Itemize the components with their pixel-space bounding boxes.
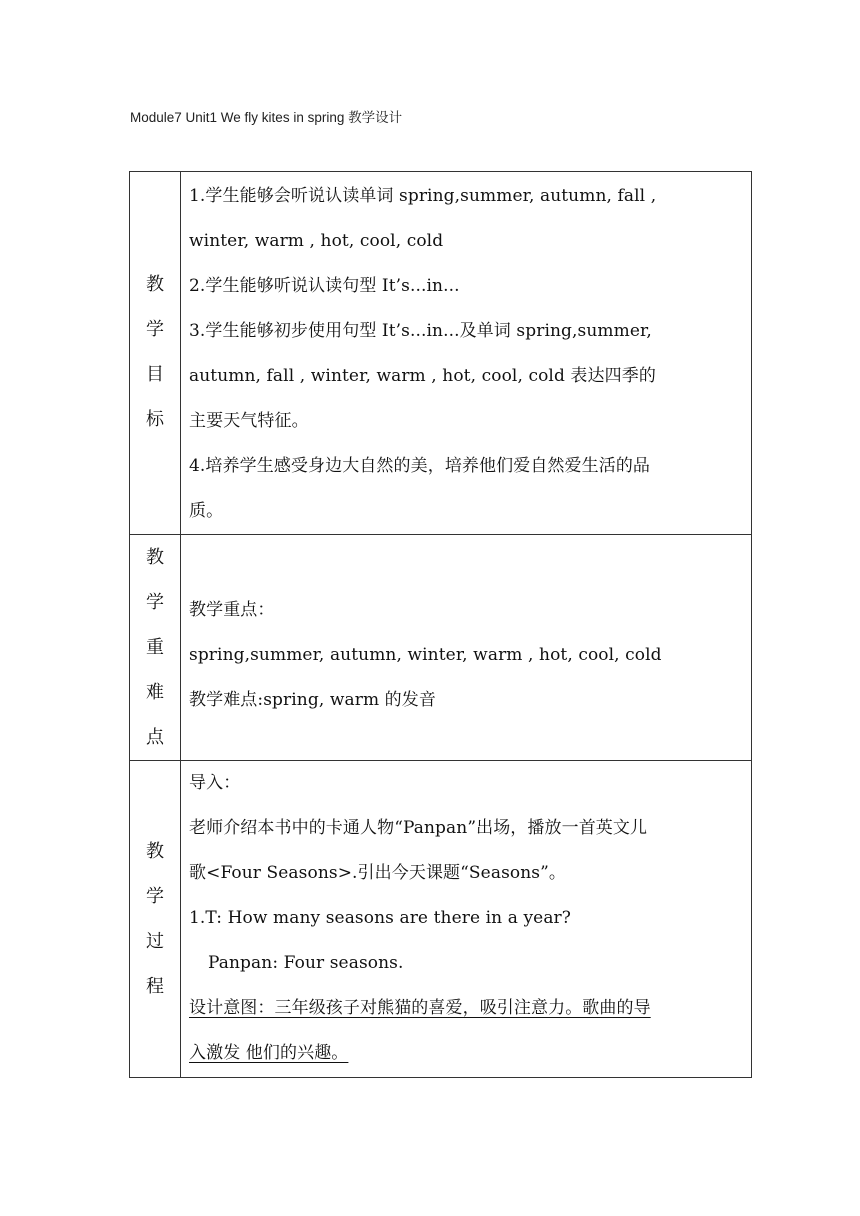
label-char: 教	[146, 841, 164, 862]
label-char: 教	[146, 274, 164, 295]
process-label	[130, 761, 180, 1077]
objectives-label	[130, 172, 180, 532]
key-points-row	[130, 535, 752, 761]
label-char: 学	[146, 319, 164, 340]
process-content	[181, 761, 751, 1076]
objective-line: 3.学生能够初步使用句型 It’s...in...及单词 spring,summer,	[189, 321, 652, 341]
label-char: 程	[146, 976, 164, 997]
key-points-label	[130, 535, 180, 760]
design-intent-line: 设计意图：三年级孩子对熊猫的喜爱，吸引注意力。歌曲的导	[189, 998, 651, 1018]
label-char: 过	[146, 931, 164, 952]
objective-line: 质。	[189, 501, 224, 521]
process-content-cell	[181, 761, 752, 1078]
label-char: 标	[146, 409, 164, 430]
objectives-content-cell	[181, 172, 752, 535]
process-row	[130, 761, 752, 1078]
label-char: 教	[146, 547, 164, 568]
label-char: 重	[146, 637, 164, 658]
document-title: Module7 Unit1 We fly kites in spring 教学设计	[130, 110, 403, 125]
objective-line: 2.学生能够听说认读句型 It’s...in...	[189, 276, 460, 296]
objectives-row	[130, 172, 752, 535]
objective-line: 主要天气特征。	[189, 411, 309, 431]
objective-line: winter, warm , hot, cool, cold	[189, 231, 444, 251]
label-char: 难	[146, 682, 164, 703]
objectives-label-cell	[130, 172, 181, 535]
process-line: 导入：	[189, 773, 241, 793]
label-char: 学	[146, 592, 164, 613]
key-points-content-cell	[181, 535, 752, 761]
key-point-line: 教学重点：	[189, 600, 275, 620]
label-char: 目	[146, 364, 164, 385]
process-line: 老师介绍本书中的卡通人物“Panpan”出场，播放一首英文儿	[189, 818, 648, 838]
objective-line: 4.培养学生感受身边大自然的美，培养他们爱自然爱生活的品	[189, 456, 651, 476]
process-line: 歌<Four Seasons>.引出今天课题“Seasons”。	[189, 863, 567, 883]
process-label-cell	[130, 761, 181, 1078]
lesson-plan-table	[129, 171, 752, 1078]
process-line: 1.T: How many seasons are there in a year?	[189, 908, 571, 928]
label-char: 点	[146, 727, 164, 748]
key-points-content	[181, 535, 751, 723]
key-points-label-cell	[130, 535, 181, 761]
objective-line: autumn, fall , winter, warm , hot, cool, cold 表达四季的	[189, 366, 656, 386]
key-point-line: spring,summer, autumn, winter, warm , hot, cool, cold	[189, 645, 662, 665]
key-point-line: 教学难点:spring, warm 的发音	[189, 690, 436, 710]
design-intent-line: 入激发 他们的兴趣。	[189, 1043, 349, 1063]
objectives-content	[181, 172, 751, 534]
objective-line: 1.学生能够会听说认读单词 spring,summer, autumn, fall ,	[189, 186, 657, 206]
process-line: Panpan: Four seasons.	[208, 953, 404, 973]
label-char: 学	[146, 886, 164, 907]
